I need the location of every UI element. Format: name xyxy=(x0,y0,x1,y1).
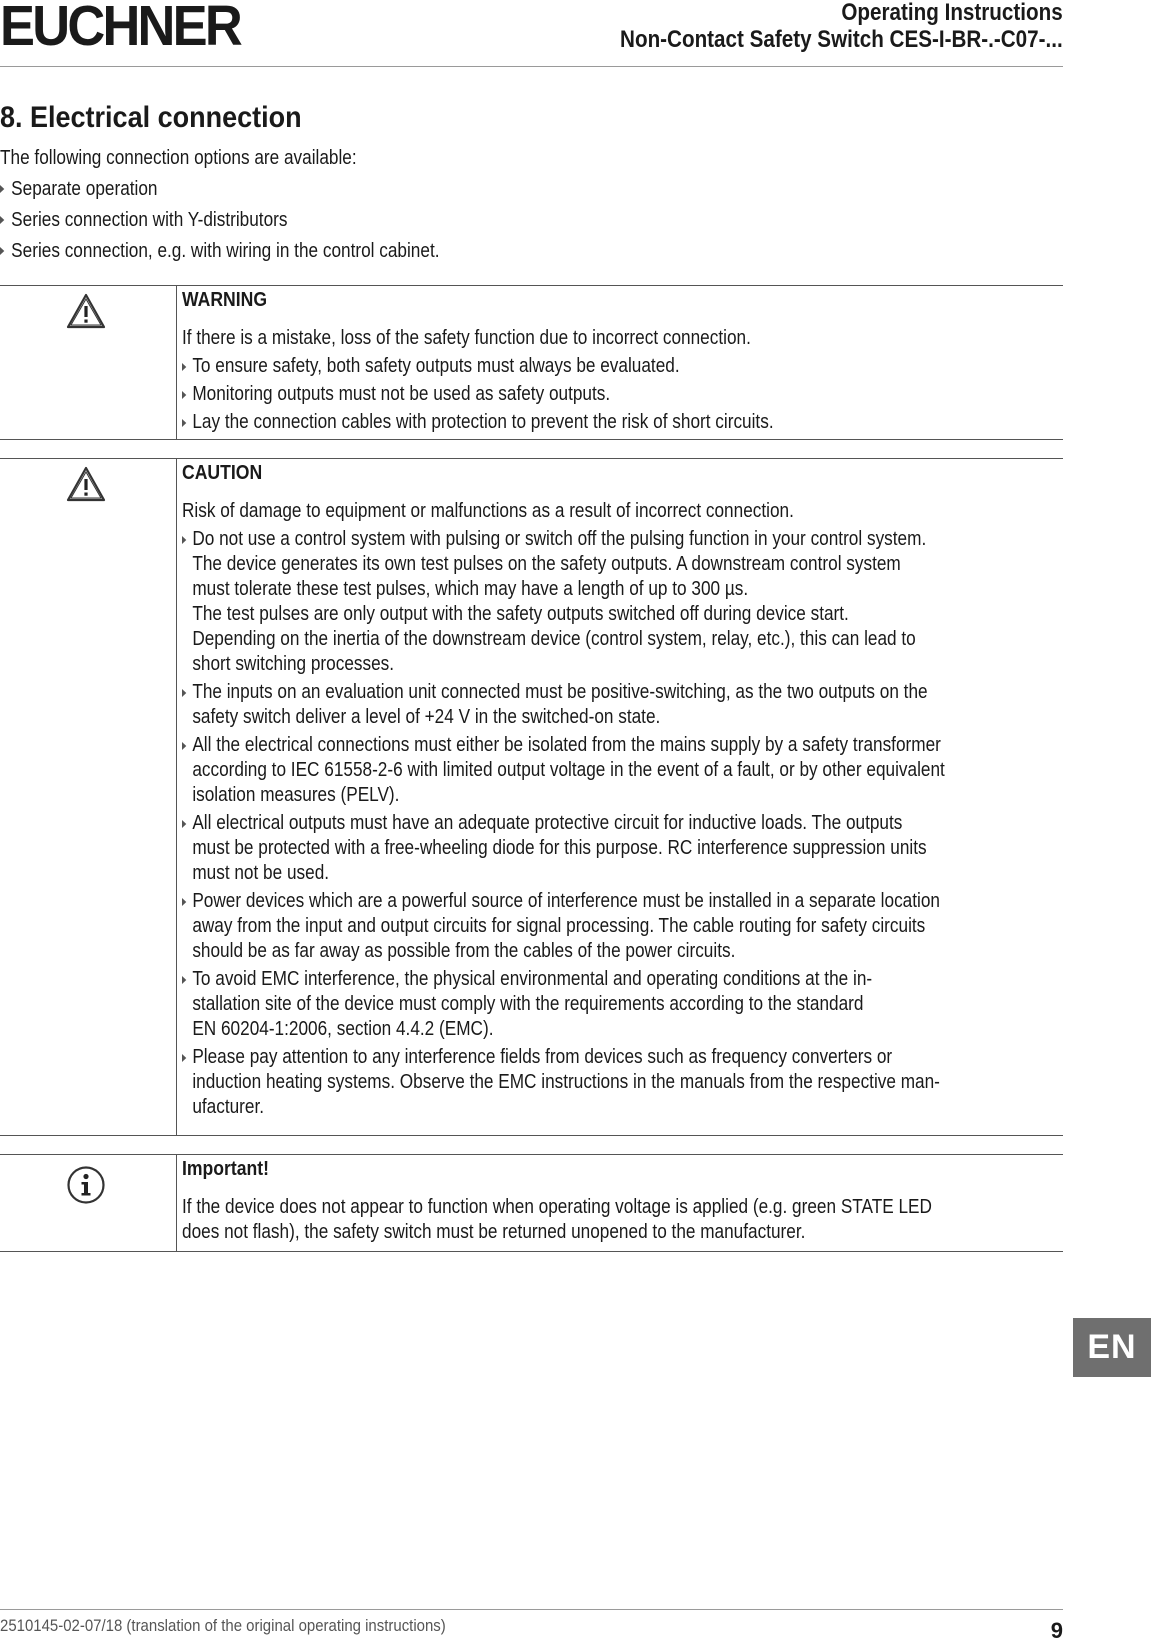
list-item: Please pay attention to any interference fields from devices such as frequency converters or induction heating systems. Observe the EMC instructions in the manuals from the respective man- ufacturer. xyxy=(182,1045,940,1120)
footer-divider xyxy=(0,1609,1063,1610)
bullet-triangle-icon xyxy=(182,976,186,984)
important-content xyxy=(182,1155,1063,1245)
language-tab-en: EN xyxy=(1073,1318,1151,1377)
warning-text: If there is a mistake, loss of the safety function due to incorrect connection. xyxy=(182,327,751,349)
list-item: All electrical outputs must have an adequate protective circuit for inductive loads. The outputs must be protected with a free-wheeling diode for this purpose. RC interference suppression units must not be used. xyxy=(182,811,940,886)
caution-text: Risk of damage to equipment or malfunctions as a result of incorrect connection. xyxy=(182,500,794,522)
bullet-triangle-icon xyxy=(182,363,186,371)
list-item: Series connection, e.g. with wiring in the control cabinet. xyxy=(0,239,440,270)
document-title-line2: Non-Contact Safety Switch CES-I-BR-.-C07-... xyxy=(620,26,1063,53)
info-icon xyxy=(66,1165,106,1205)
connection-options-list xyxy=(0,177,440,270)
bullet-triangle-icon xyxy=(0,185,4,193)
caution-triangle-icon xyxy=(66,466,106,502)
list-item: Do not use a control system with pulsing or switch off the pulsing function in your control system. The device generates its own test pulses on the safety outputs. A downstream control system must tolerate these test pulses, which may have a length of up to 300 µs. The test pulses are only output with the safety outputs switched off during device start. Depending on the inertia of the downstream device (control system, relay, etc.), this can lead to short switching processes. xyxy=(182,527,940,677)
caution-icon-cell xyxy=(0,459,177,1135)
section-title: 8. Electrical connection xyxy=(0,101,302,134)
list-item: Power devices which are a powerful source of interference must be installed in a separate location away from the input and output circuits for signal processing. The cable routing for safety circuits should be as far away as possible from the cables of the power circuits. xyxy=(182,889,940,964)
list-item: The inputs on an evaluation unit connected must be positive-switching, as the two outputs on the safety switch deliver a level of +24 V in the switched-on state. xyxy=(182,680,940,730)
list-item: To avoid EMC interference, the physical environmental and operating conditions at the in- stallation site of the device must comply with the requirements according to the standard EN 60204-1:2006, section 4.4.2 (EMC). xyxy=(182,967,940,1042)
important-notice xyxy=(0,1154,1063,1252)
document-title xyxy=(620,0,1063,53)
bullet-triangle-icon xyxy=(0,216,4,224)
caution-content xyxy=(182,459,1063,1120)
bullet-triangle-icon xyxy=(182,536,186,544)
list-item: To ensure safety, both safety outputs must always be evaluated. xyxy=(182,354,940,379)
bullet-triangle-icon xyxy=(182,391,186,399)
important-title: Important! xyxy=(182,1158,270,1180)
euchner-logo: EUCHNER xyxy=(0,0,240,58)
warning-list xyxy=(182,354,940,435)
page-number: 9 xyxy=(1050,1618,1063,1643)
bullet-triangle-icon xyxy=(182,689,186,697)
list-item: Lay the connection cables with protection to prevent the risk of short circuits. xyxy=(182,410,940,435)
header-divider xyxy=(0,66,1063,67)
section-intro: The following connection options are available: xyxy=(0,147,357,169)
warning-triangle-icon xyxy=(66,293,106,329)
document-title-line1: Operating Instructions xyxy=(841,0,1063,26)
caution-notice xyxy=(0,458,1063,1136)
caution-list xyxy=(182,527,945,1120)
bullet-triangle-icon xyxy=(0,247,4,255)
caution-title: CAUTION xyxy=(182,462,263,484)
bullet-triangle-icon xyxy=(182,742,186,750)
list-item: All the electrical connections must either be isolated from the mains supply by a safety transformer according to IEC 61558-2-6 with limited output voltage in the event of a fault, or by other equivalent isolation measures (PELV). xyxy=(182,733,940,808)
list-item: Monitoring outputs must not be used as safety outputs. xyxy=(182,382,940,407)
warning-content xyxy=(182,286,1063,435)
bullet-triangle-icon xyxy=(182,898,186,906)
important-text: If the device does not appear to function when operating voltage is applied (e.g. green STATE LED does not flash), the safety switch must be returned unopened to the manufacturer. xyxy=(182,1196,932,1243)
important-icon-cell xyxy=(0,1155,177,1251)
list-item: Separate operation xyxy=(0,177,440,208)
warning-icon-cell xyxy=(0,286,177,439)
bullet-triangle-icon xyxy=(182,820,186,828)
warning-title: WARNING xyxy=(182,289,268,311)
bullet-triangle-icon xyxy=(182,1054,186,1062)
list-item: Series connection with Y-distributors xyxy=(0,208,440,239)
footer-document-reference: 2510145-02-07/18 (translation of the original operating instructions) xyxy=(0,1616,446,1635)
bullet-triangle-icon xyxy=(182,419,186,427)
warning-notice xyxy=(0,285,1063,440)
